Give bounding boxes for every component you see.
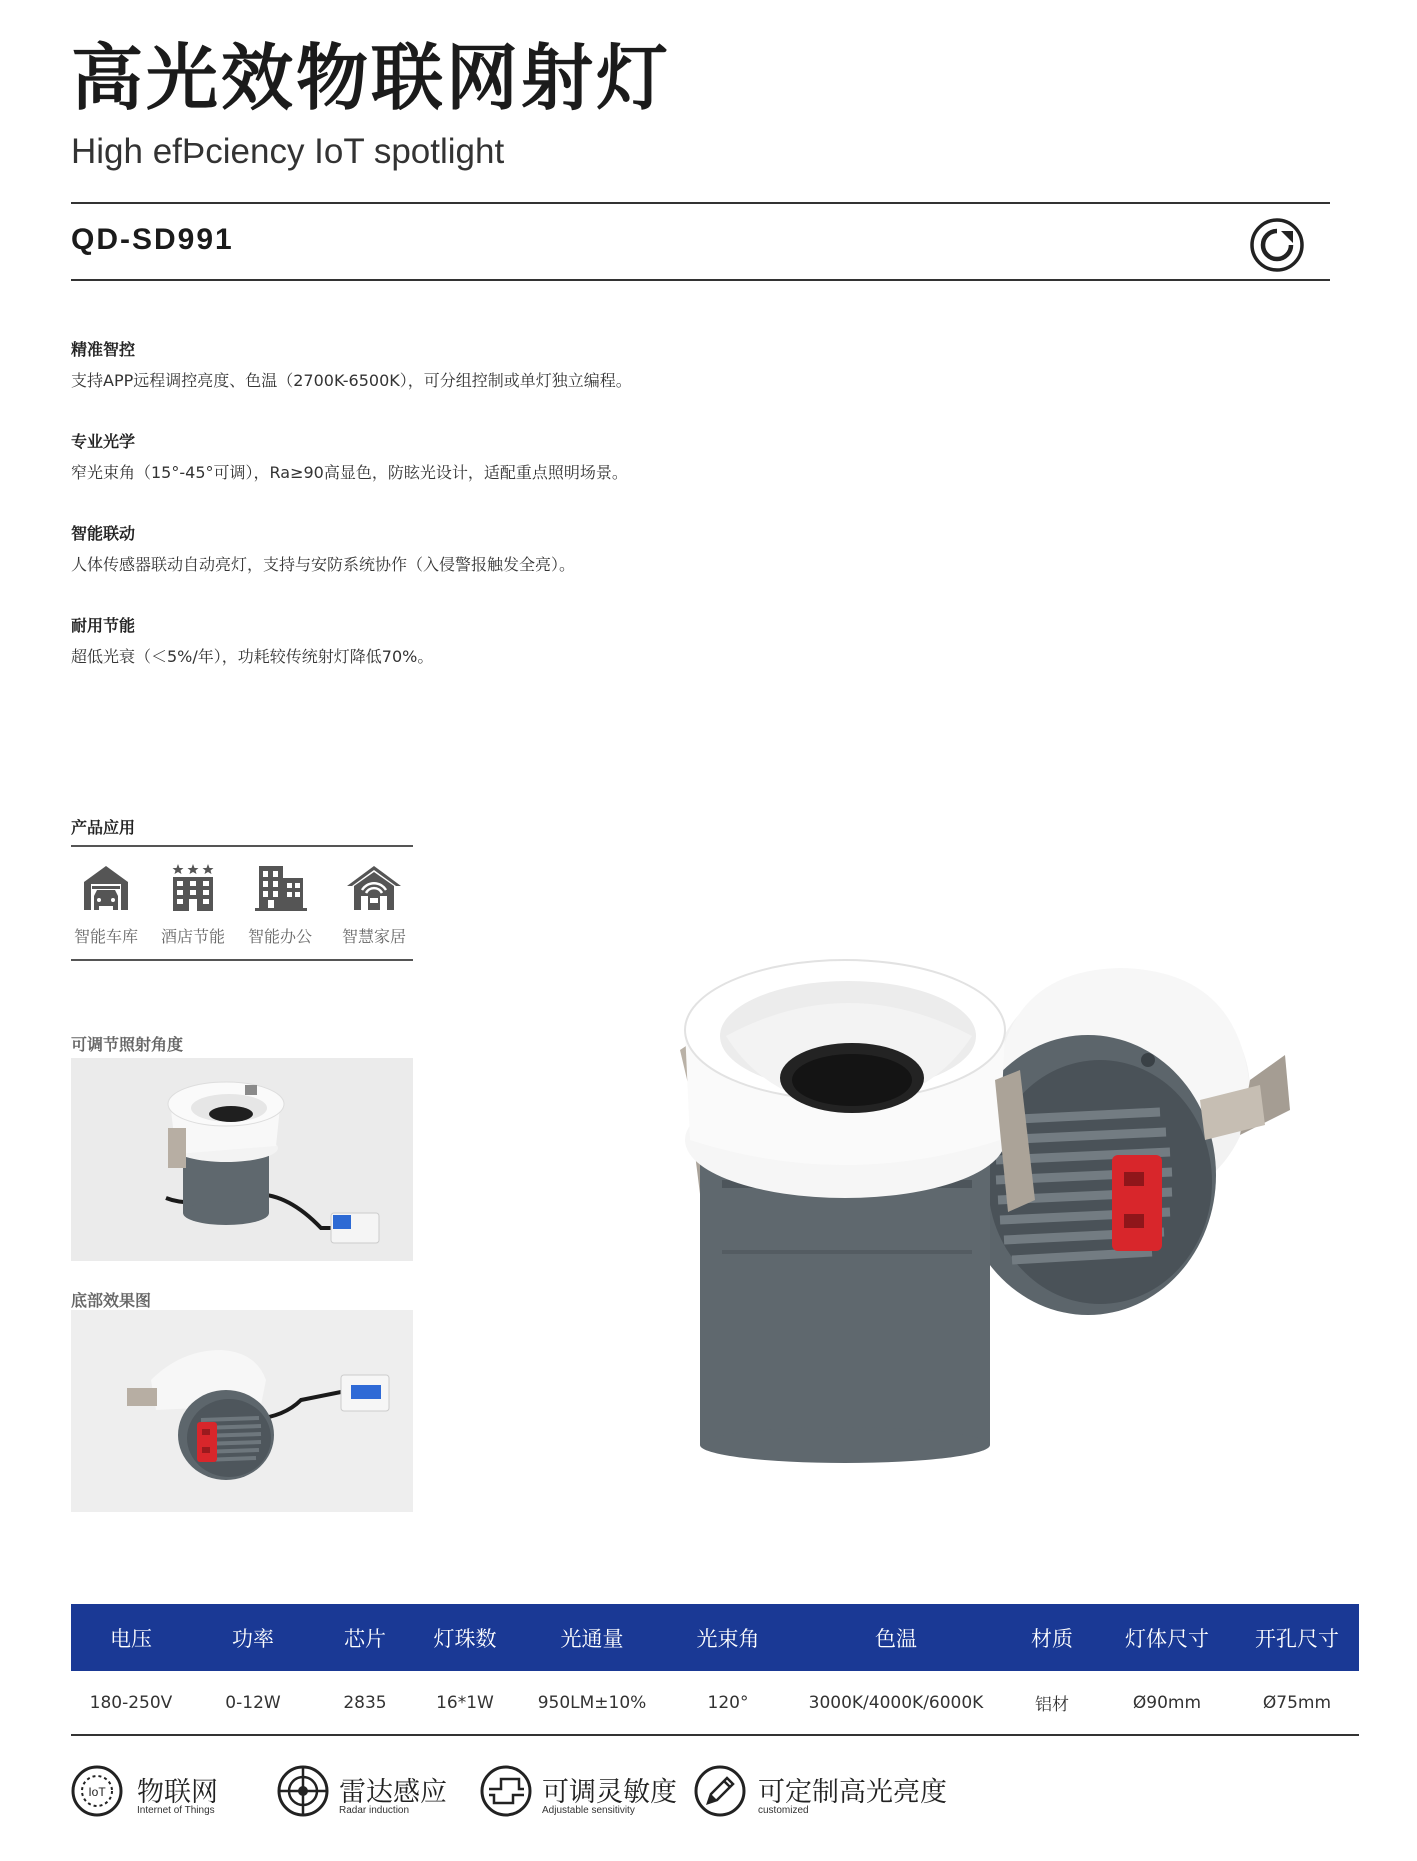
badge-subtitle: customized [758, 1805, 809, 1816]
spec-header-cell: 色温 [875, 1626, 917, 1651]
badge-title: 物联网 [137, 1777, 218, 1808]
spec-header-cell: 灯珠数 [433, 1626, 497, 1651]
garage-icon [81, 862, 131, 912]
feature-title: 精准智控 [71, 340, 136, 359]
spec-value-cell: 180-250V [89, 1692, 173, 1713]
feature-text: 窄光束角（15°-45°可调），Ra≥90高显色，防眩光设计，适配重点照明场景。 [71, 463, 628, 482]
spec-header-cell: 开孔尺寸 [1255, 1626, 1339, 1651]
badge-customize [694, 1765, 954, 1825]
svg-text:IoT: IoT [88, 1785, 106, 1799]
feature-text: 超低光衰（＜5%/年），功耗较传统射灯降低70%。 [71, 647, 434, 666]
angle-photo-caption: 可调节照射角度 [71, 1035, 184, 1054]
bottom-view-photo [71, 1310, 413, 1512]
badge-title: 可调灵敏度 [542, 1777, 677, 1808]
spec-value-cell: 铝材 [1035, 1695, 1069, 1715]
badge-sensitivity [480, 1765, 690, 1825]
radar-icon [277, 1765, 329, 1817]
spec-header-cell: 芯片 [344, 1626, 386, 1651]
circle-arrow-logo-icon [1249, 217, 1305, 273]
adjust-sensitivity-icon [480, 1765, 532, 1817]
spec-header-cell: 灯体尺寸 [1125, 1626, 1209, 1651]
badge-iot [71, 1765, 231, 1825]
application-hotel [148, 862, 238, 947]
spec-value-cell: 2835 [343, 1692, 387, 1713]
application-label: 酒店节能 [160, 927, 225, 946]
application-office [235, 862, 325, 947]
bottom-photo-caption: 底部效果图 [71, 1291, 152, 1310]
application-home [329, 862, 419, 947]
spec-header-cell: 功率 [232, 1626, 274, 1651]
spec-value-cell: Ø75mm [1262, 1692, 1332, 1713]
page-title: 高光效物联网射灯 [71, 36, 672, 120]
header-divider-top [71, 202, 1330, 204]
spec-value-cell: 16*1W [436, 1692, 494, 1713]
feature-title: 智能联动 [71, 524, 136, 543]
spec-header-cell: 电压 [110, 1626, 152, 1651]
badge-title: 雷达感应 [339, 1777, 447, 1808]
spec-value-cell: 0-12W [225, 1692, 281, 1713]
applications-divider-bottom [71, 959, 413, 961]
badge-subtitle: Radar induction [339, 1805, 410, 1816]
smart-home-icon [345, 862, 403, 912]
customize-pencil-icon [694, 1765, 746, 1817]
spec-value-cell: 950LM±10% [537, 1692, 647, 1713]
applications-title: 产品应用 [71, 818, 136, 837]
page-subtitle: High efÞciency IoT spotlight [71, 132, 505, 171]
badge-subtitle: Adjustable sensitivity [542, 1805, 635, 1816]
spec-table-row [71, 1671, 1359, 1736]
iot-icon [71, 1765, 123, 1817]
badge-subtitle: Internet of Things [137, 1805, 215, 1816]
feature-title: 耐用节能 [71, 616, 136, 635]
spec-value-cell: 3000K/4000K/6000K [808, 1692, 984, 1713]
feature-text: 人体传感器联动自动亮灯，支持与安防系统协作（入侵警报触发全亮）。 [71, 555, 576, 574]
office-building-icon [253, 862, 307, 912]
product-hero-image [600, 950, 1380, 1470]
application-label: 智慧家居 [341, 927, 406, 946]
feature-text: 支持APP远程调控亮度、色温（2700K-6500K），可分组控制或单灯独立编程。 [71, 371, 632, 390]
hotel-icon [168, 862, 218, 912]
application-label: 智能办公 [247, 927, 312, 946]
spec-value-cell: Ø90mm [1132, 1692, 1202, 1713]
applications-divider-top [71, 845, 413, 847]
spec-header-cell: 光束角 [696, 1626, 760, 1651]
model-number: QD-SD991 [71, 223, 234, 256]
spec-header-cell: 光通量 [560, 1626, 624, 1651]
feature-title: 专业光学 [71, 432, 136, 451]
spec-header-cell: 材质 [1031, 1626, 1073, 1651]
spec-table-header [71, 1604, 1359, 1671]
header-divider-bottom [71, 279, 1330, 281]
application-label: 智能车库 [73, 927, 138, 946]
badge-title: 可定制高光亮度 [758, 1777, 947, 1808]
spec-value-cell: 120° [707, 1692, 749, 1713]
badge-radar [277, 1765, 457, 1825]
angle-adjust-photo [71, 1058, 413, 1261]
application-garage [61, 862, 151, 947]
